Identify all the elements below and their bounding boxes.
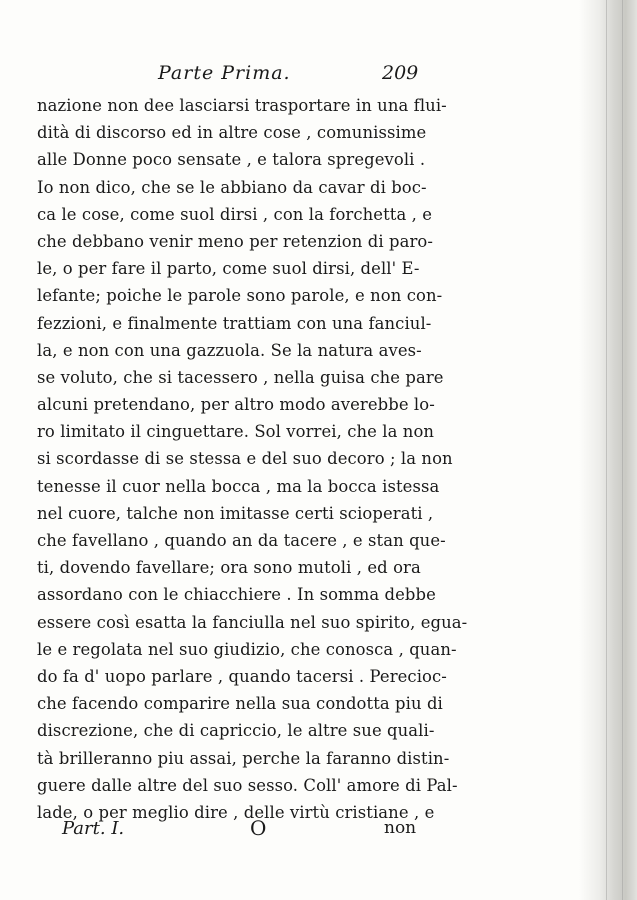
page-number: 209 xyxy=(382,62,419,84)
text-line: tà brilleranno piu assai, perche la faranno distin- xyxy=(37,748,450,768)
text-line: la, e non con una gazzuola. Se la natura aves- xyxy=(37,340,422,360)
text-line: alcuni pretendano, per altro modo averebbe lo- xyxy=(37,395,435,415)
gutter-fold-line xyxy=(606,0,607,900)
text-line: dità di discorso ed in altre cose , comunissime xyxy=(37,123,427,143)
running-head: Parte Prima. xyxy=(158,62,291,84)
text-line: che facendo comparire nella sua condotta piu di xyxy=(37,694,443,714)
text-line: nazione non dee lasciarsi trasportare in una flui- xyxy=(37,96,447,115)
text-line: alle Donne poco sensate , e talora spregevoli . xyxy=(37,150,426,170)
signature-mark: Part. I. xyxy=(62,818,125,839)
text-line: le, o per fare il parto, come suol dirsi, dell' E- xyxy=(37,259,420,279)
text-line: fezzioni, e finalmente trattiam con una fanciul- xyxy=(37,313,432,333)
text-line: lefante; poiche le parole sono parole, e non con- xyxy=(37,286,443,306)
text-line: Io non dico, che se le abbiano da cavar di boc- xyxy=(37,177,427,197)
body-text xyxy=(37,92,468,826)
text-line: le e regolata nel suo giudizio, che conosca , quan- xyxy=(37,639,457,659)
text-line: ca le cose, come suol dirsi , con la forchetta , e xyxy=(37,204,433,224)
text-line: ti, dovendo favellare; ora sono mutoli , ed ora xyxy=(37,558,421,578)
gutter-fold-line xyxy=(622,0,623,900)
text-line: do fa d' uopo parlare , quando tacersi . Perecioc- xyxy=(37,666,447,686)
text-line: si scordasse di se stessa e del suo decoro ; la non xyxy=(37,449,453,469)
text-line: se voluto, che si tacessero , nella guisa che pare xyxy=(37,367,444,387)
text-line: che debbano venir meno per retenzion di paro- xyxy=(37,231,433,251)
text-line: essere così esatta la fanciulla nel suo spirito, egua- xyxy=(37,612,468,632)
text-line: discrezione, che di capriccio, le altre sue quali- xyxy=(37,721,435,741)
text-line: assordano con le chiacchiere . In somma debbe xyxy=(37,585,436,605)
catchword: non xyxy=(384,818,417,838)
gathering-mark: O xyxy=(250,816,267,840)
text-line: che favellano , quando an da tacere , e stan que- xyxy=(37,531,446,550)
text-line: guere dalle altre del suo sesso. Coll' amore di Pal- xyxy=(37,775,458,795)
text-line: lade, o per meglio dire , delle virtù cristiane , e xyxy=(37,802,435,822)
text-line: ro limitato il cinguettare. Sol vorrei, che la non xyxy=(37,422,435,442)
text-line: nel cuore, talche non imitasse certi scioperati , xyxy=(37,503,434,523)
text-line: tenesse il cuor nella bocca , ma la bocca istessa xyxy=(37,476,440,496)
page-gutter-shadow xyxy=(579,0,637,900)
